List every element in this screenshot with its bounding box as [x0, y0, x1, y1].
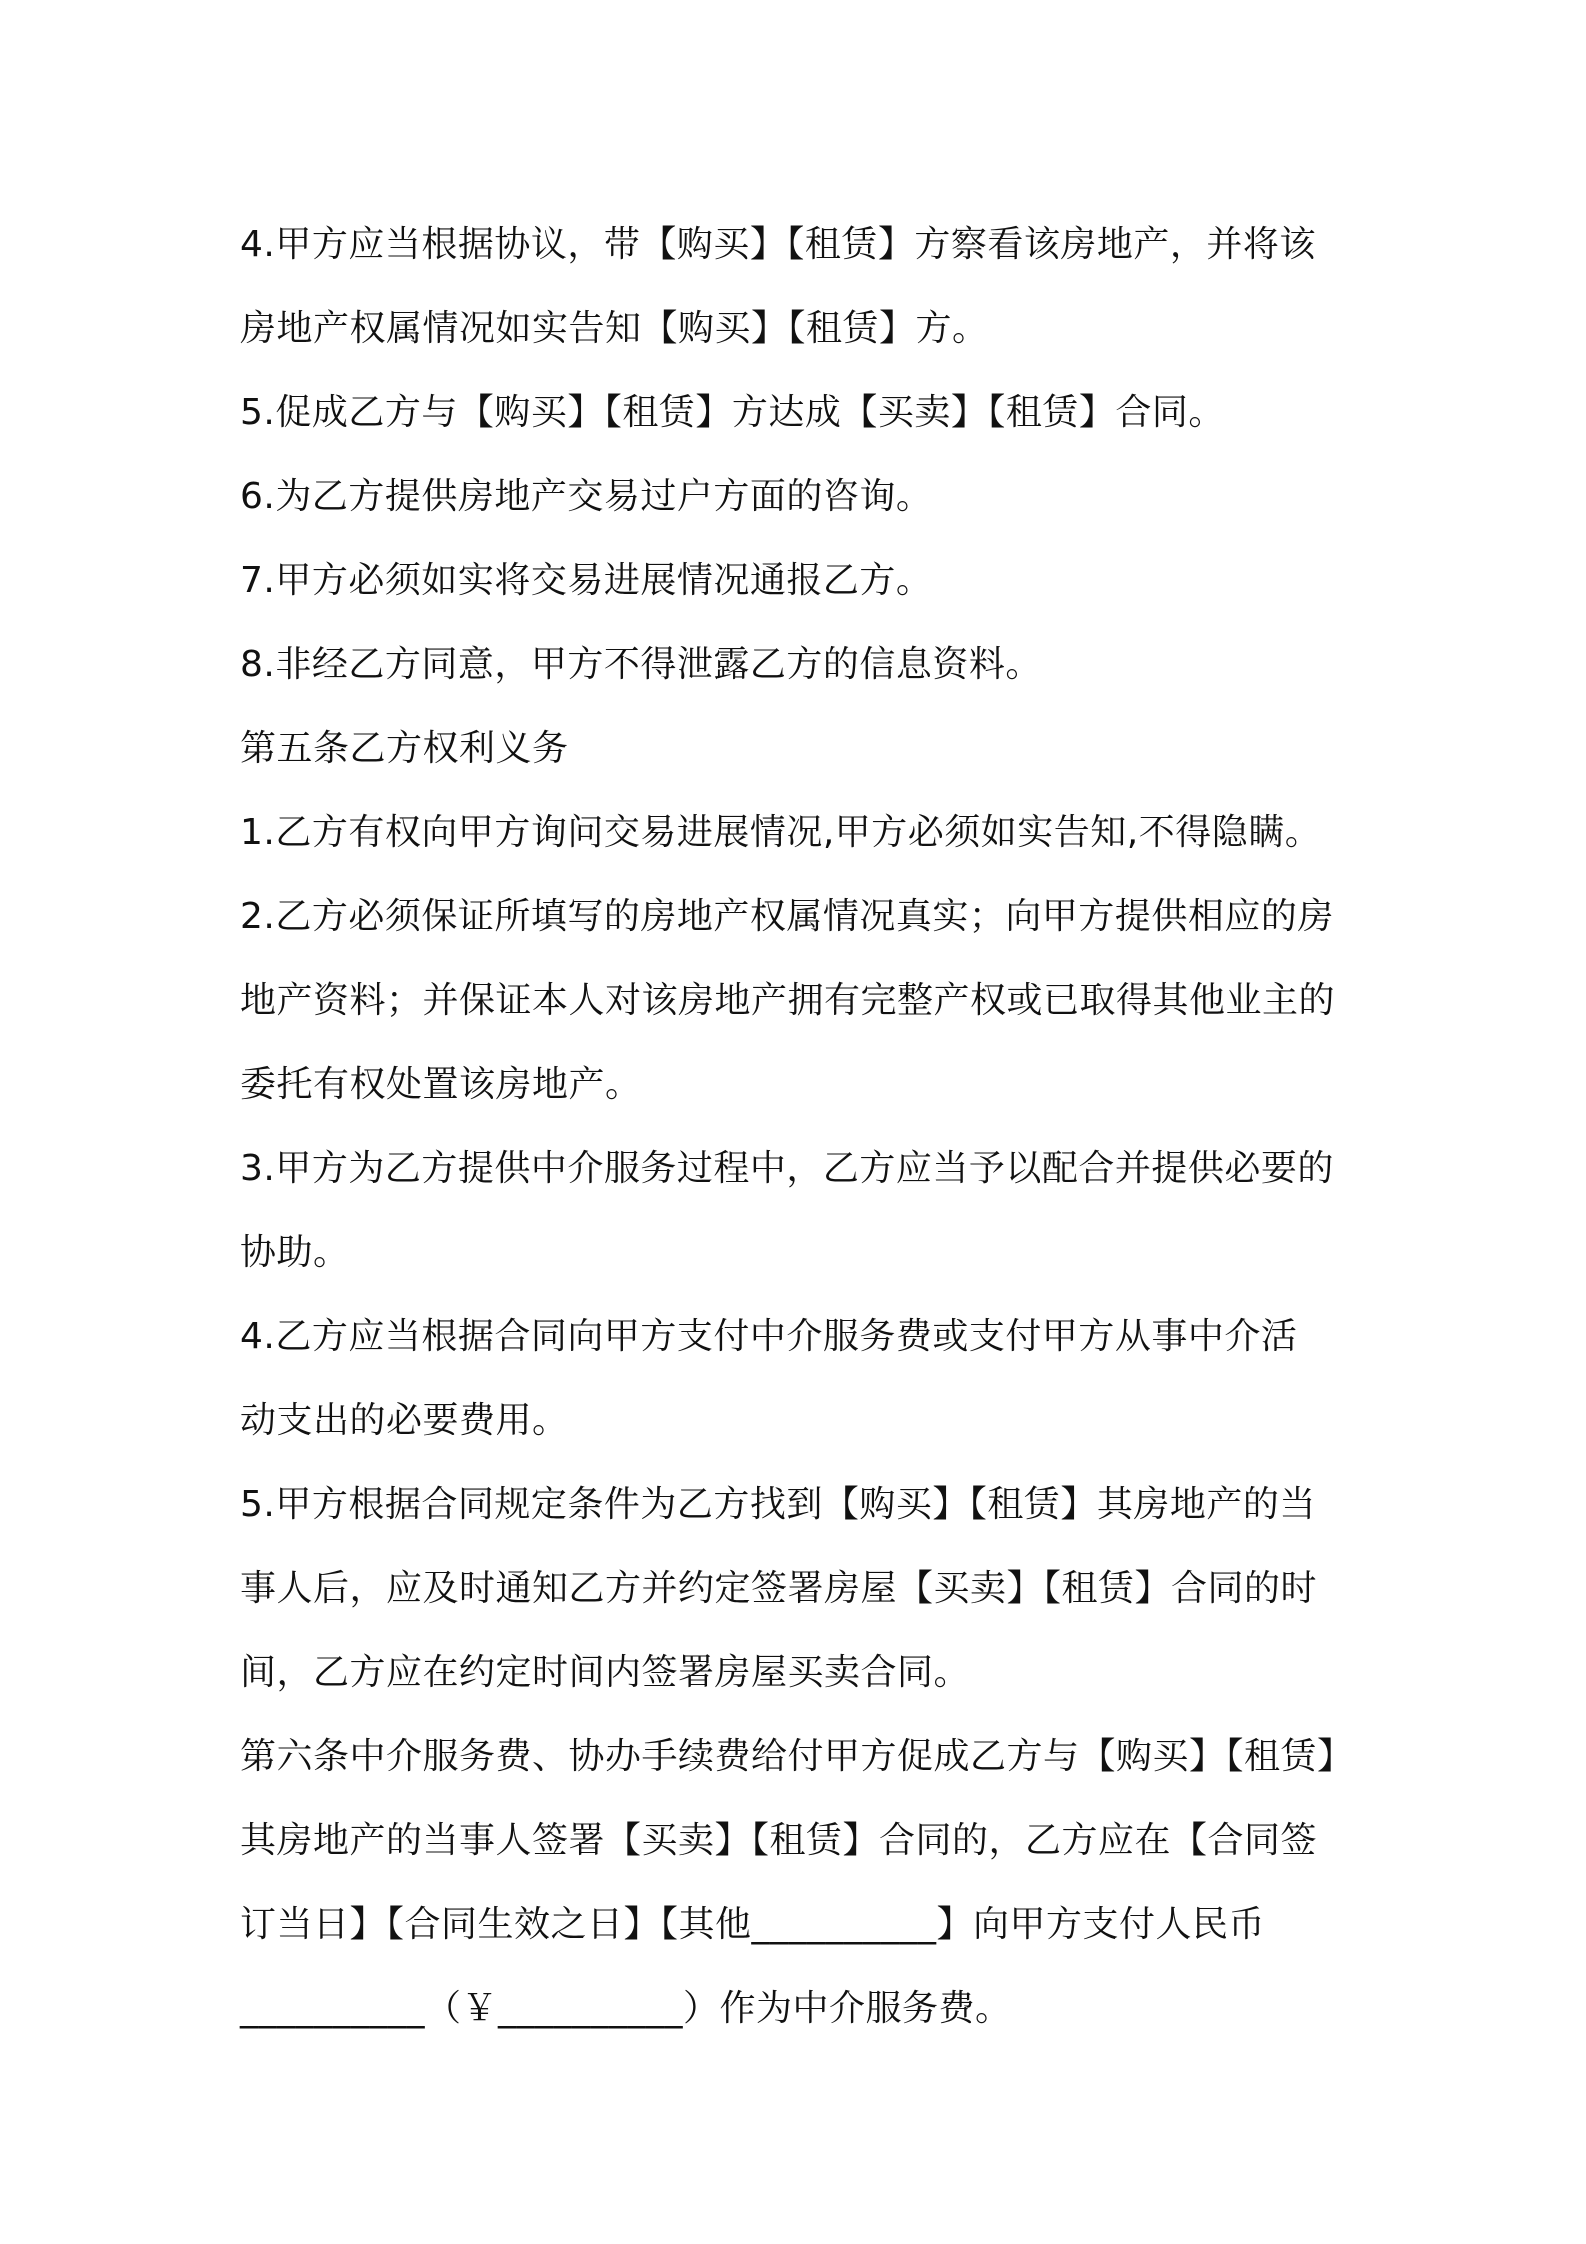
text-line: 1.乙方有权向甲方询问交易进展情况,甲方必须如实告知,不得隐瞒。 [240, 812, 1322, 853]
text-line: 第六条中介服务费、协办手续费给付甲方促成乙方与【购买】【租赁】 [240, 1736, 1354, 1777]
text-line: 6.为乙方提供房地产交易过户方面的咨询。 [240, 476, 933, 517]
section-heading-article-6 [240, 1715, 1360, 2051]
clause-3-party-b-duty [240, 1127, 1360, 1295]
text-line: 间，乙方应在约定时间内签署房屋买卖合同。 [240, 1652, 971, 1693]
section-heading-article-5 [240, 707, 1360, 791]
text-line: 地产资料；并保证本人对该房地产拥有完整产权或已取得其他业主的 [240, 980, 1336, 1021]
text-line: 2.乙方必须保证所填写的房地产权属情况真实；向甲方提供相应的房 [240, 896, 1334, 937]
clause-5-party-a-duty [240, 371, 1360, 455]
clause-7-party-a-duty [240, 539, 1360, 623]
text-line: 房地产权属情况如实告知【购买】【租赁】方。 [240, 308, 989, 349]
text-line: 7.甲方必须如实将交易进展情况通报乙方。 [240, 560, 933, 601]
text-line: 事人后，应及时通知乙方并约定签署房屋【买卖】【租赁】合同的时 [240, 1568, 1318, 1609]
text-line: 4.乙方应当根据合同向甲方支付中介服务费或支付甲方从事中介活 [240, 1316, 1298, 1357]
text-line: 5.甲方根据合同规定条件为乙方找到【购买】【租赁】其房地产的当 [240, 1484, 1316, 1525]
text-line: 3.甲方为乙方提供中介服务过程中，乙方应当予以配合并提供必要的 [240, 1148, 1334, 1189]
clause-8-party-a-duty [240, 623, 1360, 707]
clause-6-party-a-duty [240, 455, 1360, 539]
clause-4-party-a-duty [240, 203, 1360, 371]
text-line: 协助。 [240, 1232, 350, 1273]
text-line: 5.促成乙方与【购买】【租赁】方达成【买卖】【租赁】合同。 [240, 392, 1225, 433]
text-line: 8.非经乙方同意，甲方不得泄露乙方的信息资料。 [240, 644, 1042, 685]
text-line: 第五条乙方权利义务 [240, 728, 569, 769]
text-line: 动支出的必要费用。 [240, 1400, 569, 1441]
text-line: 委托有权处置该房地产。 [240, 1064, 642, 1105]
clause-5-party-b-duty [240, 1463, 1360, 1715]
text-line: 订当日】【合同生效之日】【其他__________】向甲方支付人民币 [240, 1904, 1266, 1945]
text-line: 4.甲方应当根据协议，带【购买】【租赁】方察看该房地产，并将该 [240, 224, 1316, 265]
clause-1-party-b-right [240, 791, 1360, 875]
clause-2-party-b-duty [240, 875, 1360, 1127]
clause-4-party-b-duty [240, 1295, 1360, 1463]
text-line: 其房地产的当事人签署【买卖】【租赁】合同的，乙方应在【合同签 [240, 1820, 1318, 1861]
document-body [240, 203, 1360, 2051]
text-line: __________（￥__________）作为中介服务费。 [240, 1988, 1012, 2029]
